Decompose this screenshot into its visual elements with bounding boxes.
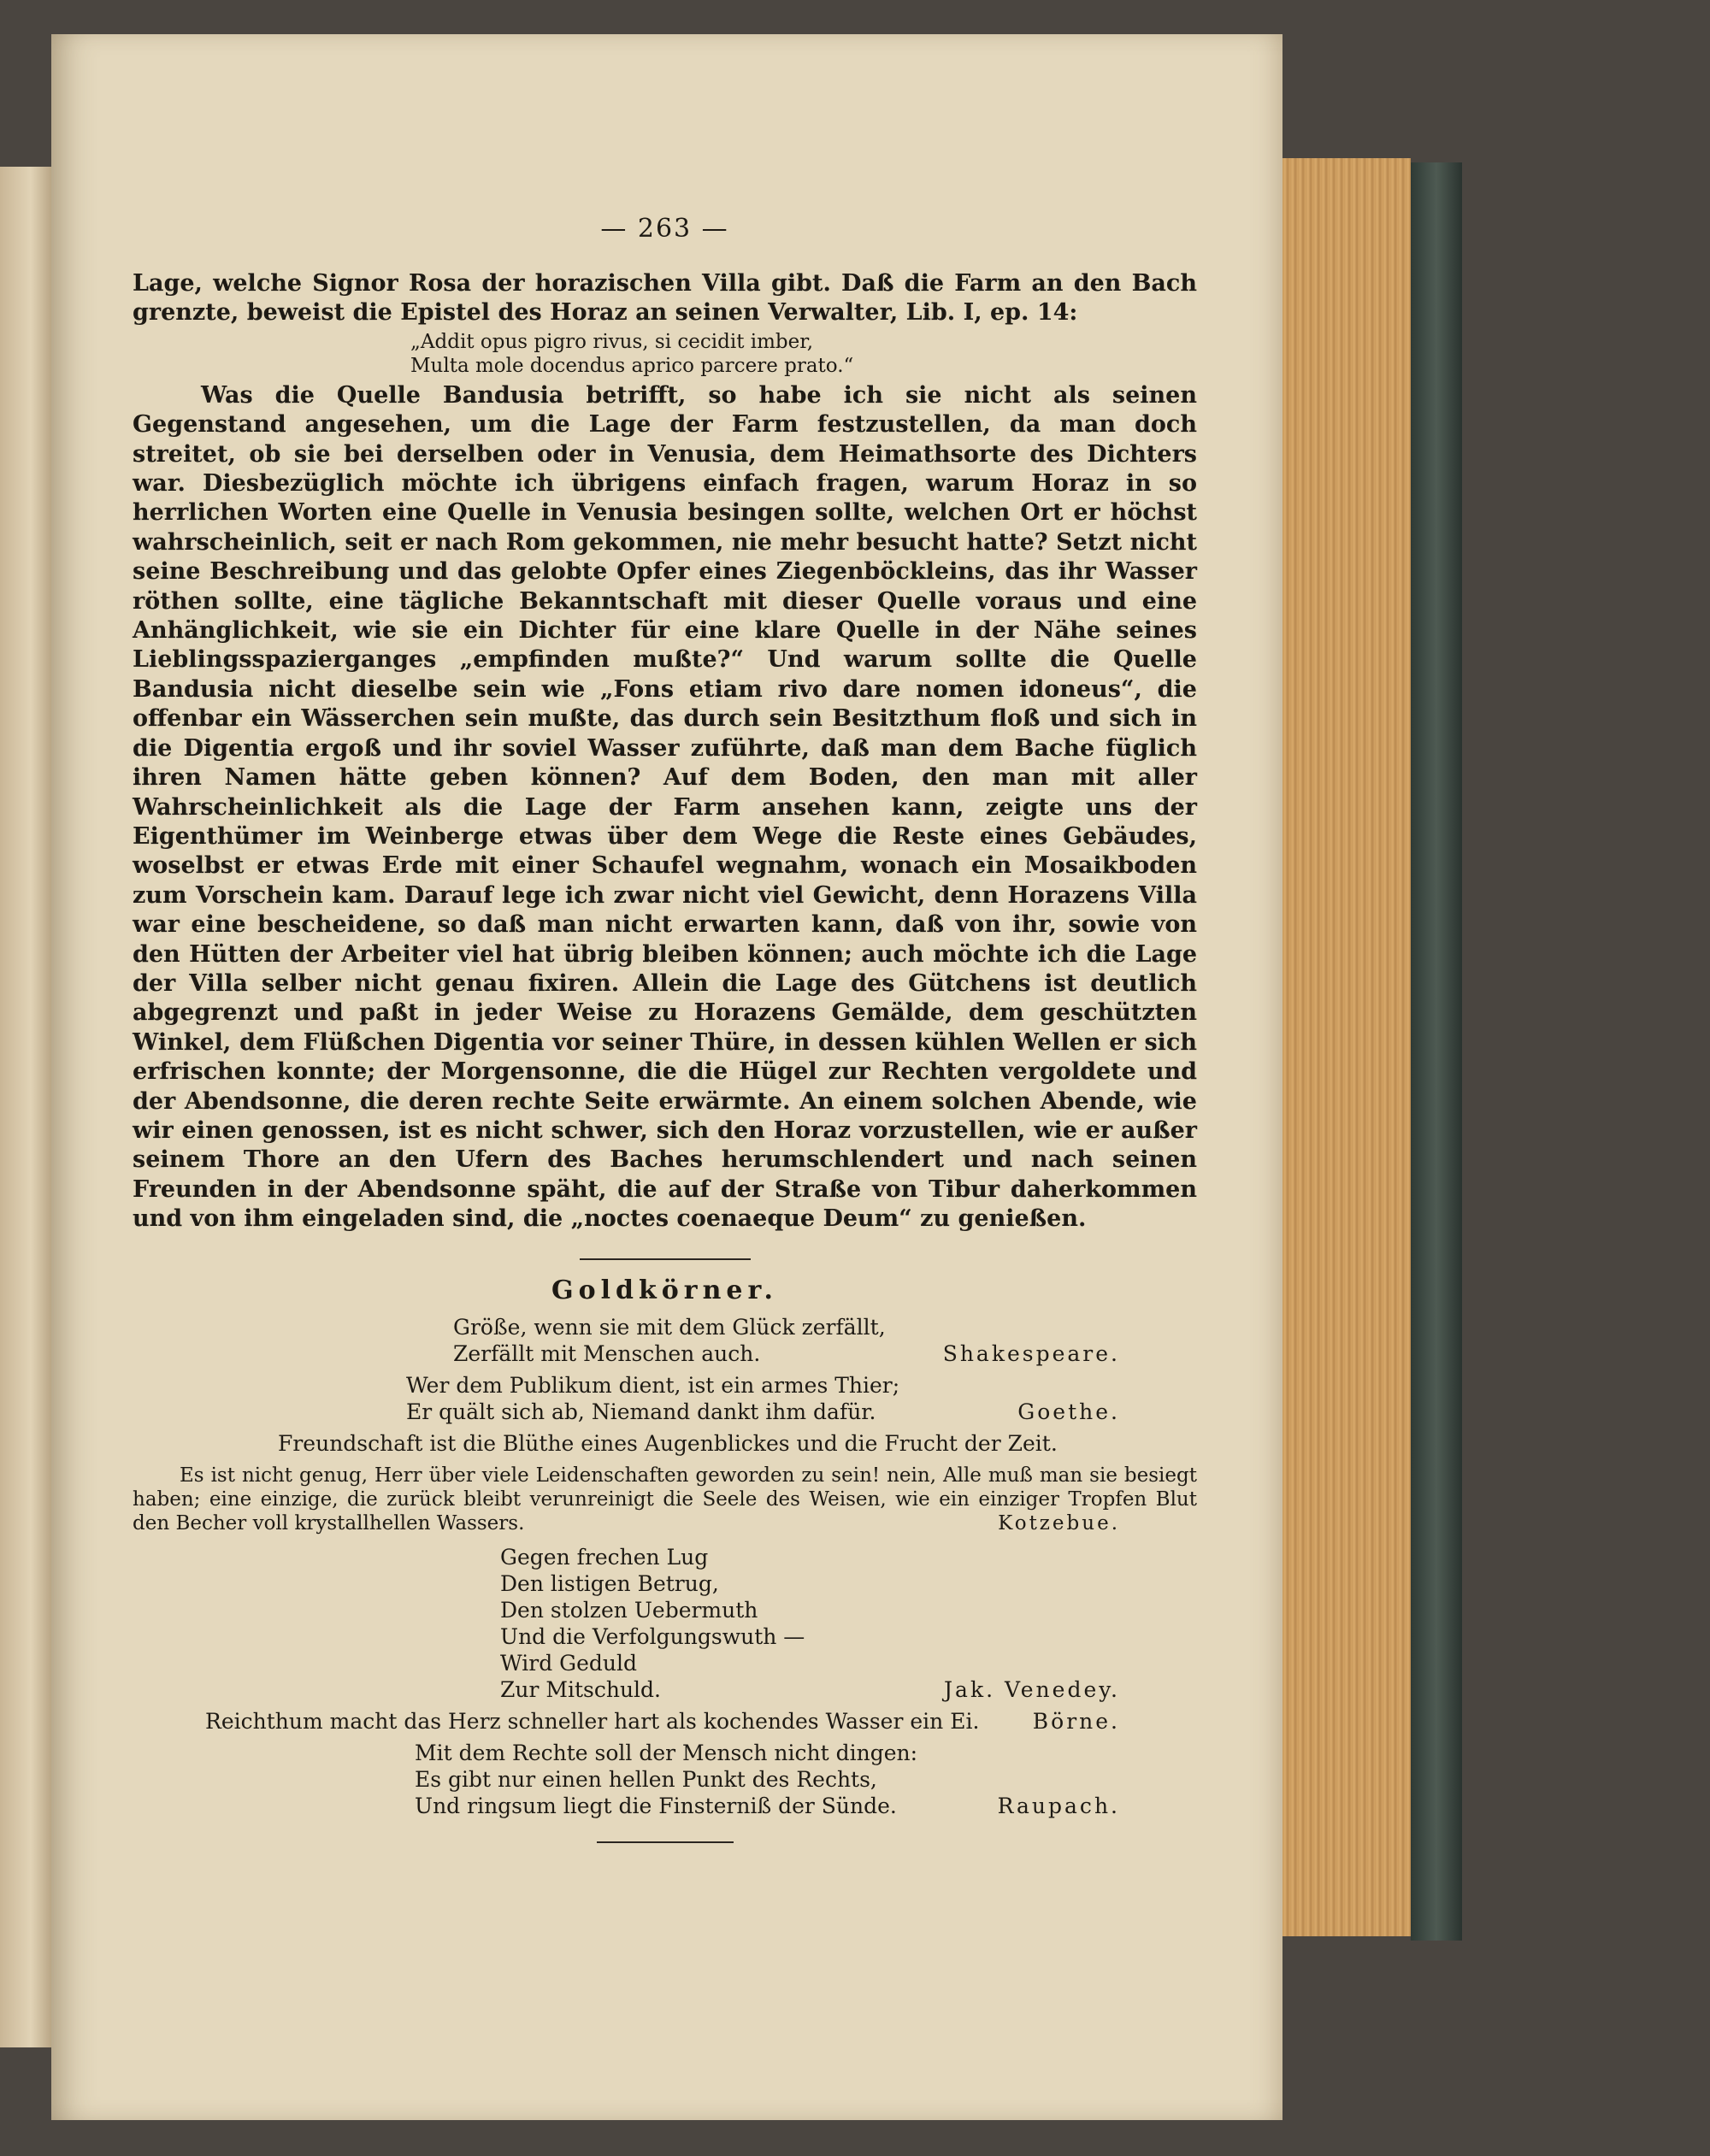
aphorism-line: Zur Mitschuld. xyxy=(500,1676,661,1702)
divider xyxy=(597,1841,734,1843)
page-content xyxy=(133,214,1197,1843)
aphorism-goethe xyxy=(133,1372,1197,1425)
aphorism-line: Zerfällt mit Menschen auch. xyxy=(453,1340,761,1366)
quote-line: „Addit opus pigro rivus, si cecidit imber, xyxy=(410,330,814,353)
aphorism-boerne xyxy=(133,1708,1197,1735)
aphorism-author: Börne. xyxy=(1032,1708,1120,1734)
aphorism-author: Raupach. xyxy=(997,1793,1120,1818)
aphorism-line: Größe, wenn sie mit dem Glück zerfällt, xyxy=(453,1314,886,1340)
aphorism-friendship xyxy=(133,1430,1197,1457)
aphorism-line: Wird Geduld xyxy=(500,1650,638,1676)
aphorism-kotzebue xyxy=(133,1464,1197,1535)
aphorism-line: Mit dem Rechte soll der Mensch nicht dingen: xyxy=(415,1740,918,1765)
aphorism-text: Es ist nicht genug, Herr über viele Leidenschaften geworden zu sein! nein, Alle muß man sie besiegt haben; eine einzige, die zurück bleibt verunreinigt die Seele des Weisen, wie ein einziger Tropfen Blut den Becher voll krystallhellen Wassers. xyxy=(133,1464,1197,1535)
aphorism-author: Jak. Venedey. xyxy=(944,1676,1120,1702)
aphorism-line: Den listigen Betrug, xyxy=(500,1570,719,1596)
left-page-edge xyxy=(0,167,51,2047)
aphorism-line: Wer dem Publikum dient, ist ein armes Thier; xyxy=(406,1372,900,1398)
aphorism-line: Reichthum macht das Herz schneller hart als kochendes Wasser ein Ei. xyxy=(205,1708,980,1734)
aphorism-shakespeare xyxy=(133,1314,1197,1367)
divider xyxy=(580,1258,751,1260)
aphorism-line: Und ringsum liegt die Finsterniß der Sünde. xyxy=(415,1793,897,1818)
section-title: Goldkörner. xyxy=(551,1275,778,1305)
quote-line: Multa mole docendus aprico parcere prato.“ xyxy=(410,354,854,377)
aphorism-author: Goethe. xyxy=(1017,1399,1120,1424)
page-number: — 263 — xyxy=(600,214,729,244)
aphorism-author: Shakespeare. xyxy=(942,1340,1120,1366)
main-text xyxy=(133,269,1197,1234)
paragraph-2: Was die Quelle Bandusia betrifft, so habe ich sie nicht als seinen Gegenstand angesehen, um die Lage der Farm festzustellen, da man doch streitet, ob sie bei derselben oder in Venusia, dem Heimathsorte des Dichters war. Diesbezüglich möchte ich übrigens einfach fragen, warum Horaz in so herrlichen Worten eine Quelle in Venusia besingen sollte, welchen Ort er höchst wahrscheinlich, seit er nach Rom gekommen, nie mehr besucht hatte? Setzt nicht seine Beschreibung und das gelobte Opfer eines Ziegenböckleins, das ihr Wasser röthen sollte, eine tägliche Bekanntschaft mit dieser Quelle voraus und eine Anhänglichkeit, wie sie ein Dichter für eine klare Quelle in der Nähe seines Lieblingsspazierganges „empfinden mußte?“ Und warum sollte die Quelle Bandusia nicht dieselbe sein wie „Fons etiam rivo dare nomen idoneus“, die offenbar ein Wässerchen sein mußte, das durch sein Besitzthum floß und sich in die Digentia ergoß und ihr soviel Wasser zuführte, daß man dem Bache füglich ihren Namen hätte geben können? Auf dem Boden, den man mit aller Wahrscheinlichkeit als die Lage der Farm ansehen kann, zeigte uns der Eigenthümer im Weinberge etwas über dem Wege die Reste eines Gebäudes, woselbst er etwas Erde mit einer Schaufel wegnahm, wonach ein Mosaikboden zum Vorschein kam. Darauf lege ich zwar nicht viel Gewicht, denn Horazens Villa war eine bescheidene, so daß man nicht erwarten kann, daß von ihr, sowie von den Hütten der Arbeiter viel hat übrig bleiben können; auch möchte ich die Lage der Villa selber nicht genau fixiren. Allein die Lage des Gütchens ist deutlich abgegrenzt und paßt in jeder Weise zu Horazens Gemälde, dem geschützten Winkel, dem Flüßchen Digentia vor seiner Thüre, in dessen kühlen Wellen er sich erfrischen konnte; der Morgensonne, die die Hügel zur Rechten vergoldete und der Abendsonne, die deren rechte Seite erwärmte. An einem solchen Abende, wie wir einen genossen, ist es nicht schwer, sich den Horaz vorzustellen, wie er außer seinem Thore an den Ufern des Baches herumschlendert und nach seinen Freunden in der Abendsonne späht, die auf der Straße von Tibur daherkommen und von ihm eingeladen sind, die „noctes coenaeque Deum“ zu genießen. xyxy=(133,381,1197,1233)
aphorism-raupach xyxy=(133,1740,1197,1819)
aphorism-venedey xyxy=(133,1544,1197,1703)
book-cover xyxy=(1411,162,1462,1941)
aphorism-line: Und die Verfolgungswuth — xyxy=(500,1623,805,1649)
aphorism-author: Kotzebue. xyxy=(998,1511,1120,1535)
aphorism-line: Gegen frechen Lug xyxy=(500,1544,709,1570)
latin-quote xyxy=(410,330,1197,378)
book-page-edges xyxy=(1282,158,1411,1936)
aphorism-line: Freundschaft ist die Blüthe eines Augenblickes und die Frucht der Zeit. xyxy=(278,1430,1058,1456)
aphorism-line: Den stolzen Uebermuth xyxy=(500,1597,758,1623)
paragraph-1: Lage, welche Signor Rosa der horazischen Villa gibt. Daß die Farm an den Bach grenzte, beweist die Epistel des Horaz an seinen Verwalter, Lib. I, ep. 14: xyxy=(133,270,1197,327)
aphorism-line: Es gibt nur einen hellen Punkt des Rechts, xyxy=(415,1766,877,1792)
aphorism-line: Er quält sich ab, Niemand dankt ihm dafür. xyxy=(406,1399,876,1424)
